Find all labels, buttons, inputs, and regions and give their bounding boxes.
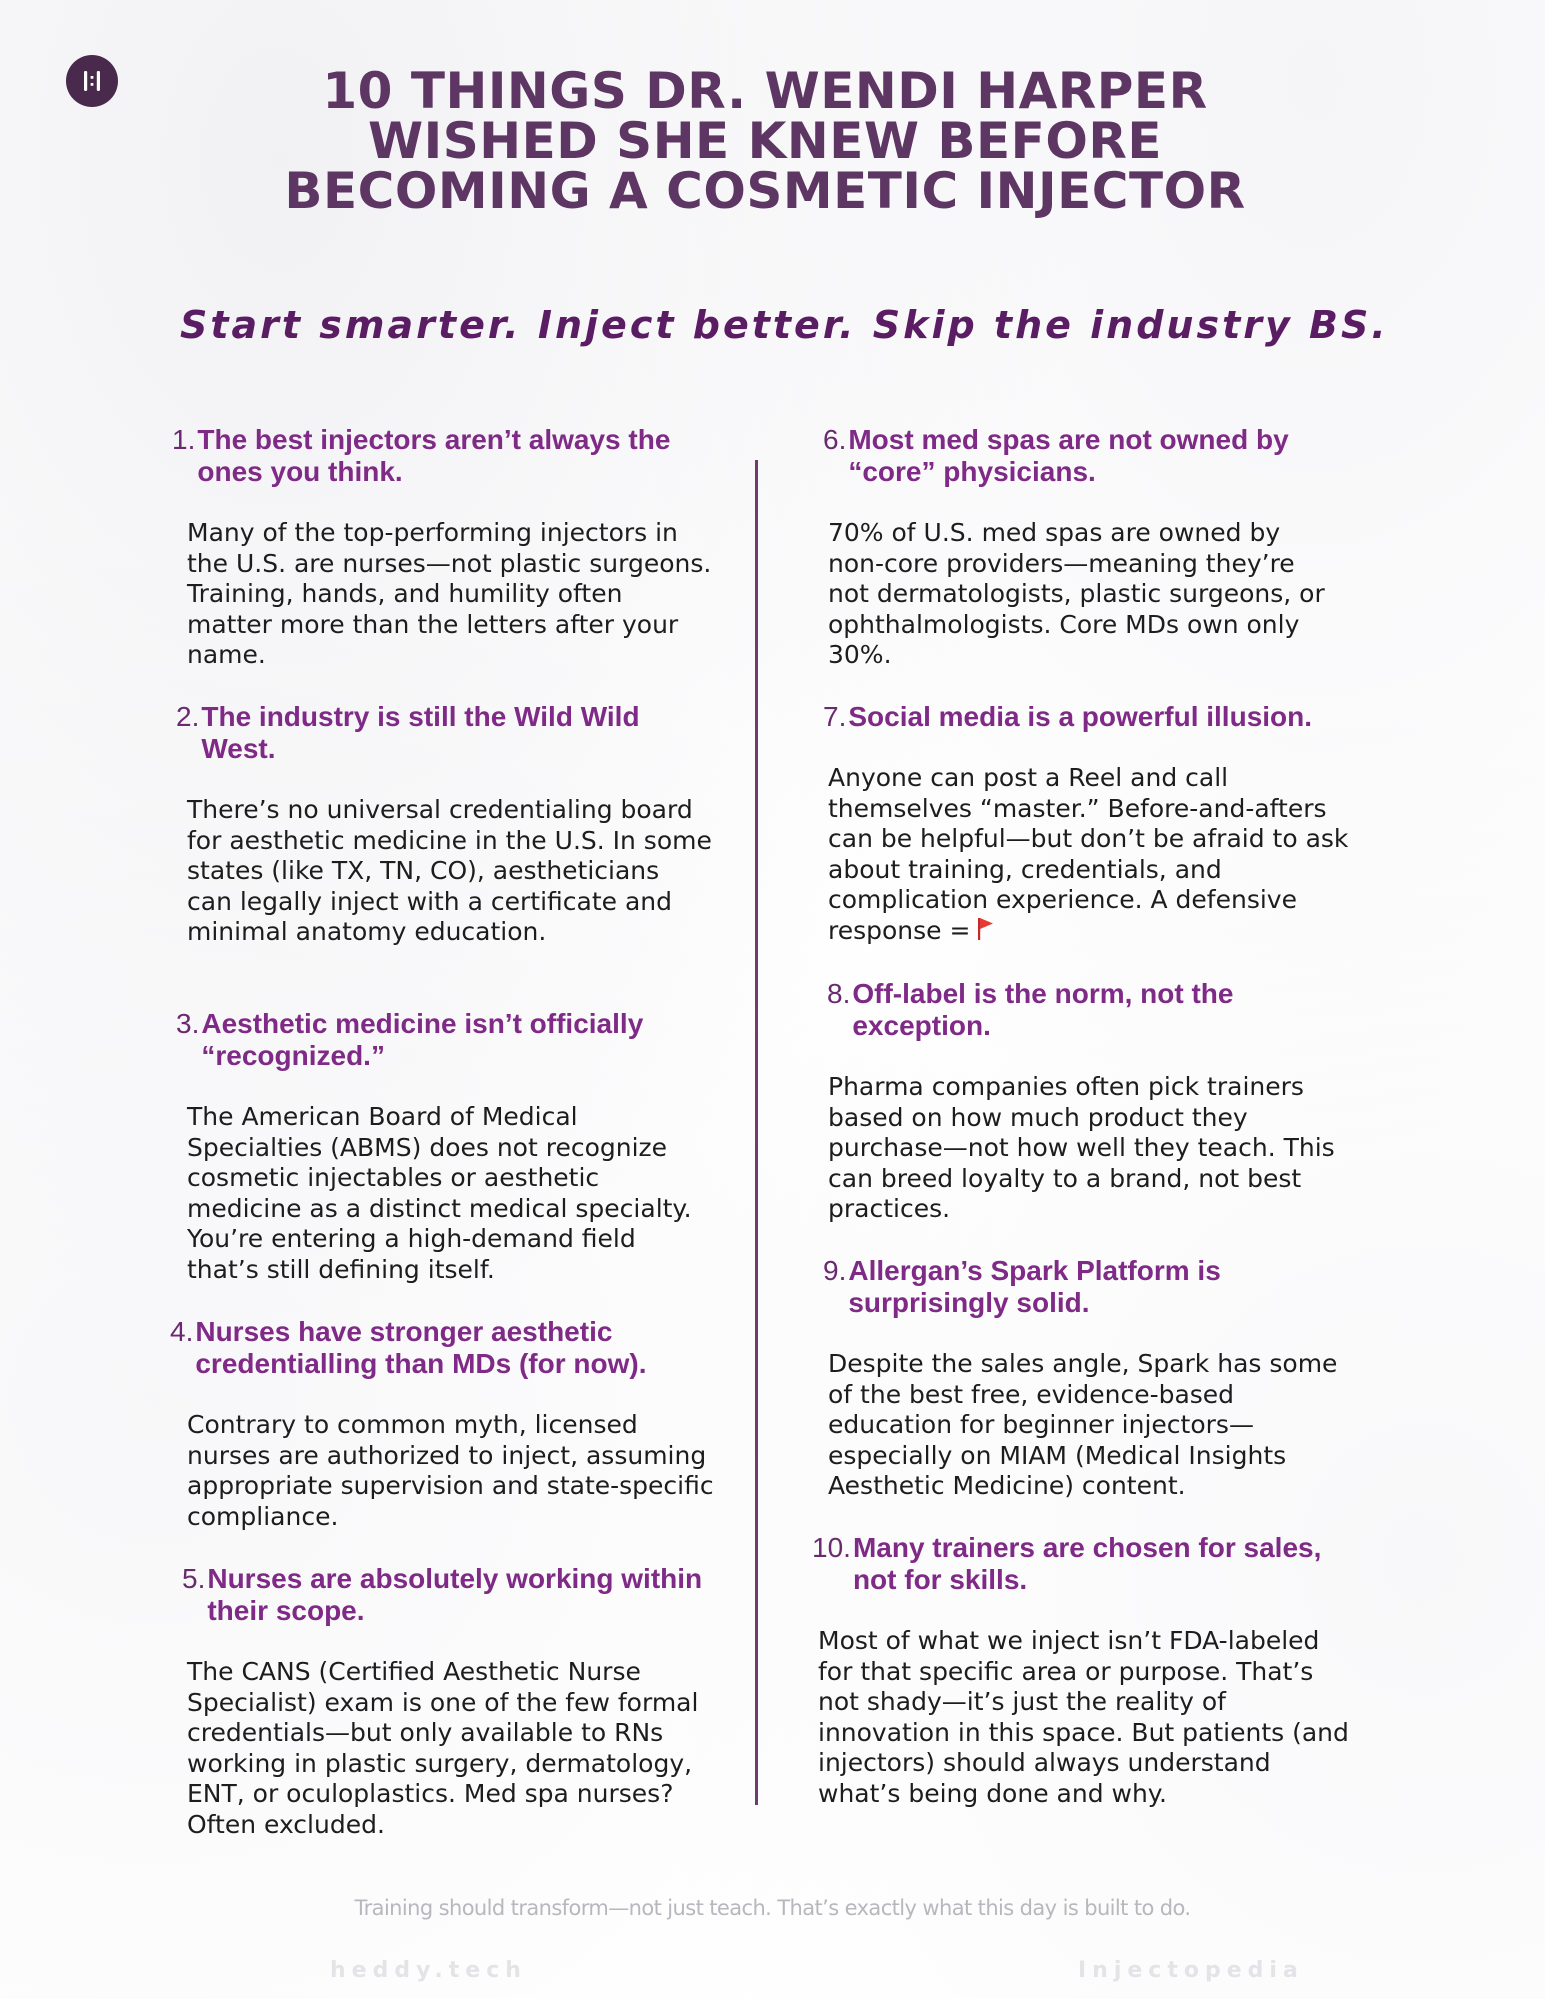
item-number: 3. [176,1008,200,1039]
item-heading: Most med spas are not owned by “core” physicians. [848,424,1289,487]
item-heading: Nurses are absolutely working within their scope. [207,1563,703,1626]
item-body: Many of the top-performing injectors in the U.S. are nurses—not plastic surgeons. Training, hands, and humility often matter more than the letters after your name. [187,518,712,669]
page-subtitle: Start smarter. Inject better. Skip the industry BS. [180,303,1389,347]
item-body: There’s no universal credentialing board for aesthetic medicine in the U.S. In some states (like TX, TN, CO), aestheticians can legally inject with a certificate and minimal anatomy education. [187,795,712,946]
item-number: 9. [823,1255,847,1286]
list-item-10 [812,1532,1357,1809]
item-heading: Aesthetic medicine isn’t officially “recognized.” [201,1008,644,1071]
item-number: 4. [170,1316,194,1347]
footer-brand-heddy: heddy.tech [330,1958,527,1983]
list-item-9 [823,1255,1353,1502]
item-number: 7. [823,701,847,732]
list-item-8 [823,978,1353,1225]
item-body: The CANS (Certified Aesthetic Nurse Specialist) exam is one of the few formal credentials—but only available to RNs working in plastic surgery, dermatology, ENT, or oculoplastics. Med spa nurses? Often excluded. [187,1657,699,1839]
item-number: 1. [172,424,196,455]
item-body: Most of what we inject isn’t FDA-labeled for that specific area or purpose. That’s not shady—it’s just the reality of innovation in this space. But patients (and injectors) should always understand what’s being done and why. [818,1626,1349,1808]
item-heading: The industry is still the Wild Wild West. [201,701,640,764]
item-number: 10. [812,1532,851,1563]
item-number: 8. [827,978,851,1009]
list-item-7 [823,701,1353,946]
page-title: 10 THINGS DR. WENDI HARPER WISHED SHE KNEW BEFORE BECOMING A COSMETIC INJECTOR [284,62,1246,220]
item-heading: Social media is a powerful illusion. [848,701,1313,732]
item-body: Anyone can post a Reel and call themselves “master.” Before-and-afters can be helpful—but don’t be afraid to ask about training, credentials, and complication experience. A defensive response = [828,763,1349,945]
list-item-1 [172,424,712,671]
list-item-6 [823,424,1343,671]
red-flag-icon [976,917,994,941]
item-body: Contrary to common myth, licensed nurses are authorized to inject, assuming appropriate supervision and state-specific compliance. [187,1410,714,1531]
item-number: 5. [182,1563,206,1594]
footer-brand-injectopedia: Injectopedia [1078,1958,1304,1983]
column-divider [755,460,758,1805]
item-heading: Nurses have stronger aesthetic credentialling than MDs (for now). [195,1316,647,1379]
item-body-container [828,763,1353,946]
item-number: 6. [823,424,847,455]
list-item-2 [172,701,712,948]
item-heading: Off-label is the norm, not the exception. [852,978,1234,1041]
item-heading: The best injectors aren’t always the ones you think. [197,424,671,487]
item-body: 70% of U.S. med spas are owned by non-core providers—meaning they’re not dermatologists, plastic surgeons, or ophthalmologists. Core MDs own only 30%. [828,518,1325,669]
logo-glyph-icon [77,66,107,96]
item-heading: Many trainers are chosen for sales, not for skills. [852,1532,1322,1595]
item-body: The American Board of Medical Specialties (ABMS) does not recognize cosmetic injectables or aesthetic medicine as a distinct medical specialty. You’re entering a high-demand field that’s still defining itself. [187,1102,692,1284]
list-item-5 [182,1563,727,1840]
footer-note: Training should transform—not just teach. That’s exactly what this day is built to do. [354,1896,1191,1920]
item-body: Despite the sales angle, Spark has some of the best free, evidence-based education for beginner injectors—especially on MIAM (Medical Insights Aesthetic Medicine) content. [828,1349,1338,1500]
item-number: 2. [176,701,200,732]
list-item-4 [170,1316,725,1532]
item-body: Pharma companies often pick trainers based on how much product they purchase—not how well they teach. This can breed loyalty to a brand, not best practices. [828,1072,1335,1223]
heddy-logo-icon [66,55,118,107]
list-item-3 [172,1008,712,1285]
item-heading: Allergan’s Spark Platform is surprisingly solid. [848,1255,1221,1318]
